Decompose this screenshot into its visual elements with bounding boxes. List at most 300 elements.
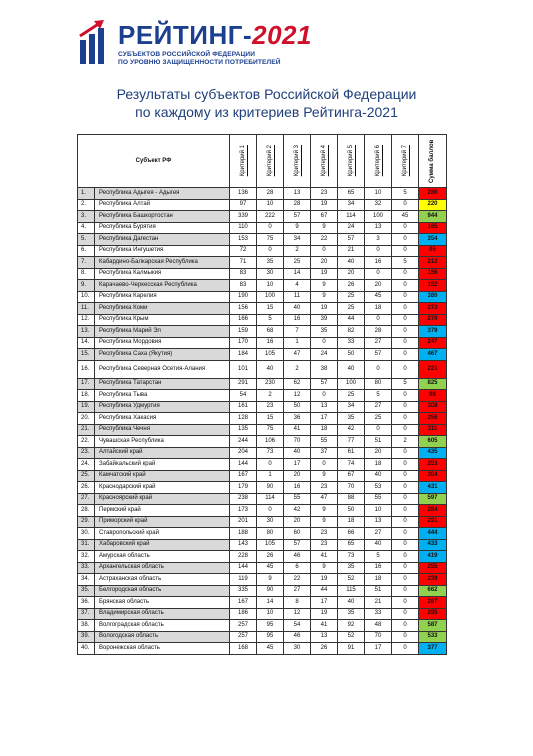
row-number: 18. <box>78 390 95 402</box>
table-row <box>78 493 447 505</box>
row-number: 30. <box>78 528 95 540</box>
criterion-7-value: 0 <box>392 482 419 494</box>
criterion-2-value: 90 <box>257 482 284 494</box>
criterion-7-value: 0 <box>392 222 419 234</box>
criterion-7-value: 0 <box>392 413 419 425</box>
criterion-5-value: 34 <box>338 199 365 211</box>
criterion-4-value: 55 <box>311 436 338 448</box>
table-row <box>78 413 447 425</box>
criterion-2-value: 80 <box>257 528 284 540</box>
criterion-2-value: 14 <box>257 597 284 609</box>
subject-name: Республика Дагестан <box>95 234 230 246</box>
criterion-2-value: 45 <box>257 643 284 655</box>
table-row <box>78 436 447 448</box>
criterion-5-value: 73 <box>338 551 365 563</box>
criterion-5-value: 50 <box>338 349 365 361</box>
criterion-4-value: 9 <box>311 516 338 528</box>
row-number: 36. <box>78 597 95 609</box>
criterion-2-value: 0 <box>257 222 284 234</box>
criterion-4-value: 38 <box>311 360 338 378</box>
criterion-5-value: 50 <box>338 505 365 517</box>
criterion-2-value: 30 <box>257 268 284 280</box>
row-number: 39. <box>78 631 95 643</box>
row-number: 6. <box>78 245 95 257</box>
row-number: 10. <box>78 291 95 303</box>
table-row <box>78 424 447 436</box>
criterion-3-value: 12 <box>284 608 311 620</box>
total-score: 587 <box>419 620 447 632</box>
criterion-6-value: 48 <box>365 620 392 632</box>
criterion-7-value: 0 <box>392 245 419 257</box>
criterion-7-value: 0 <box>392 199 419 211</box>
criterion-7-value: 45 <box>392 211 419 223</box>
total-score: 253 <box>419 459 447 471</box>
criterion-1-value: 238 <box>230 493 257 505</box>
criterion-1-value: 110 <box>230 222 257 234</box>
criterion-5-value: 77 <box>338 436 365 448</box>
criterion-2-value: 95 <box>257 631 284 643</box>
criterion-7-value: 2 <box>392 436 419 448</box>
subject-name: Волгоградская область <box>95 620 230 632</box>
criterion-2-value: 0 <box>257 459 284 471</box>
table-row <box>78 574 447 586</box>
criterion-7-value: 5 <box>392 188 419 200</box>
criterion-2-value: 45 <box>257 562 284 574</box>
criterion-7-value: 5 <box>392 378 419 390</box>
criterion-3-value: 41 <box>284 424 311 436</box>
criterion-6-value: 13 <box>365 516 392 528</box>
criterion-2-value: 105 <box>257 539 284 551</box>
criterion-5-value: 40 <box>338 257 365 269</box>
subject-name: Республика Карелия <box>95 291 230 303</box>
row-number: 25. <box>78 470 95 482</box>
total-score: 311 <box>419 424 447 436</box>
criterion-2-value: 90 <box>257 585 284 597</box>
criterion-4-value: 17 <box>311 413 338 425</box>
table-row <box>78 211 447 223</box>
criterion-4-value: 18 <box>311 424 338 436</box>
criterion-3-value: 34 <box>284 234 311 246</box>
subject-name: Ставропольский край <box>95 528 230 540</box>
criterion-3-value: 22 <box>284 574 311 586</box>
total-score: 419 <box>419 551 447 563</box>
criterion-1-value: 161 <box>230 401 257 413</box>
subject-name: Красноярский край <box>95 493 230 505</box>
criterion-4-value: 13 <box>311 631 338 643</box>
criterion-6-value: 33 <box>365 608 392 620</box>
criterion-3-value: 57 <box>284 211 311 223</box>
row-number: 21. <box>78 424 95 436</box>
table-row <box>78 314 447 326</box>
row-number: 27. <box>78 493 95 505</box>
criterion-3-value: 46 <box>284 631 311 643</box>
criterion-1-value: 136 <box>230 188 257 200</box>
criterion-4-value: 67 <box>311 211 338 223</box>
criterion-3-value: 20 <box>284 470 311 482</box>
table-row <box>78 222 447 234</box>
table-row <box>78 245 447 257</box>
criterion-4-value: 23 <box>311 539 338 551</box>
header-criterion-1: Критерий 1 <box>230 135 257 188</box>
criterion-5-value: 20 <box>338 268 365 280</box>
criterion-7-value: 0 <box>392 539 419 551</box>
criterion-6-value: 53 <box>365 482 392 494</box>
criterion-6-value: 0 <box>365 314 392 326</box>
row-number: 17. <box>78 378 95 390</box>
criterion-3-value: 4 <box>284 280 311 292</box>
criterion-1-value: 201 <box>230 516 257 528</box>
criterion-7-value: 0 <box>392 493 419 505</box>
total-score: 273 <box>419 303 447 315</box>
criterion-7-value: 0 <box>392 337 419 349</box>
criterion-5-value: 66 <box>338 528 365 540</box>
total-score: 291 <box>419 516 447 528</box>
subject-name: Республика Тыва <box>95 390 230 402</box>
results-table <box>77 134 447 655</box>
criterion-6-value: 13 <box>365 222 392 234</box>
criterion-5-value: 88 <box>338 493 365 505</box>
table-row <box>78 597 447 609</box>
subject-name: Республика Бурятия <box>95 222 230 234</box>
subject-name: Республика Марий Эл <box>95 326 230 338</box>
row-number: 11. <box>78 303 95 315</box>
total-score: 280 <box>419 188 447 200</box>
total-score: 354 <box>419 234 447 246</box>
header-total: Сумма баллов <box>419 135 447 188</box>
criterion-3-value: 50 <box>284 401 311 413</box>
criterion-1-value: 167 <box>230 470 257 482</box>
criterion-1-value: 54 <box>230 390 257 402</box>
criterion-6-value: 10 <box>365 188 392 200</box>
subject-name: Республика Северная Осетия-Алания <box>95 360 230 378</box>
criterion-5-value: 35 <box>338 608 365 620</box>
subject-name: Республика Башкортостан <box>95 211 230 223</box>
criterion-7-value: 0 <box>392 516 419 528</box>
table-header <box>78 135 447 188</box>
table-row <box>78 378 447 390</box>
criterion-2-value: 5 <box>257 314 284 326</box>
criterion-2-value: 10 <box>257 608 284 620</box>
logo-subtitle-1: СУБЪЕКТОВ РОССИЙСКОЙ ФЕДЕРАЦИИ <box>118 51 256 58</box>
criterion-3-value: 40 <box>284 447 311 459</box>
criterion-2-value: 75 <box>257 234 284 246</box>
subject-name: Воронежская область <box>95 643 230 655</box>
criterion-6-value: 20 <box>365 280 392 292</box>
logo-subtitle-2: ПО УРОВНЮ ЗАЩИЩЕННОСТИ ПОТРЕБИТЕЛЕЙ <box>118 59 281 66</box>
row-number: 1. <box>78 188 95 200</box>
criterion-5-value: 52 <box>338 574 365 586</box>
criterion-5-value: 67 <box>338 470 365 482</box>
criterion-6-value: 10 <box>365 505 392 517</box>
criterion-3-value: 57 <box>284 539 311 551</box>
criterion-5-value: 70 <box>338 482 365 494</box>
criterion-6-value: 18 <box>365 574 392 586</box>
criterion-4-value: 23 <box>311 188 338 200</box>
row-number: 12. <box>78 314 95 326</box>
total-score: 212 <box>419 257 447 269</box>
criterion-7-value: 0 <box>392 505 419 517</box>
subject-name: Алтайский край <box>95 447 230 459</box>
criterion-3-value: 1 <box>284 337 311 349</box>
table-body <box>78 188 447 655</box>
total-score: 220 <box>419 199 447 211</box>
criterion-2-value: 105 <box>257 349 284 361</box>
criterion-2-value: 95 <box>257 620 284 632</box>
total-score: 308 <box>419 401 447 413</box>
criterion-6-value: 5 <box>365 551 392 563</box>
criterion-4-value: 19 <box>311 268 338 280</box>
total-score: 152 <box>419 280 447 292</box>
criterion-1-value: 159 <box>230 326 257 338</box>
criterion-1-value: 244 <box>230 436 257 448</box>
criterion-1-value: 339 <box>230 211 257 223</box>
criterion-6-value: 16 <box>365 257 392 269</box>
row-number: 4. <box>78 222 95 234</box>
criterion-7-value: 0 <box>392 585 419 597</box>
table-row <box>78 268 447 280</box>
criterion-5-value: 18 <box>338 516 365 528</box>
criterion-3-value: 36 <box>284 413 311 425</box>
criterion-3-value: 16 <box>284 314 311 326</box>
criterion-4-value: 17 <box>311 597 338 609</box>
criterion-3-value: 8 <box>284 597 311 609</box>
bar-chart-arrow-icon <box>78 18 114 66</box>
row-number: 15. <box>78 349 95 361</box>
table-row <box>78 360 447 378</box>
criterion-1-value: 128 <box>230 413 257 425</box>
criterion-3-value: 55 <box>284 493 311 505</box>
criterion-2-value: 230 <box>257 378 284 390</box>
total-score: 467 <box>419 349 447 361</box>
criterion-7-value: 0 <box>392 551 419 563</box>
header-criterion-6: Критерий 6 <box>365 135 392 188</box>
criterion-5-value: 92 <box>338 620 365 632</box>
header-criterion-7: Критерий 7 <box>392 135 419 188</box>
criterion-6-value: 51 <box>365 585 392 597</box>
criterion-2-value: 26 <box>257 551 284 563</box>
criterion-1-value: 144 <box>230 562 257 574</box>
criterion-7-value: 0 <box>392 459 419 471</box>
criterion-4-value: 19 <box>311 608 338 620</box>
criterion-4-value: 9 <box>311 562 338 574</box>
criterion-4-value: 37 <box>311 447 338 459</box>
table-row <box>78 608 447 620</box>
criterion-5-value: 21 <box>338 245 365 257</box>
criterion-5-value: 74 <box>338 459 365 471</box>
criterion-3-value: 13 <box>284 188 311 200</box>
criterion-2-value: 2 <box>257 390 284 402</box>
criterion-6-value: 40 <box>365 470 392 482</box>
criterion-1-value: 101 <box>230 360 257 378</box>
subject-name: Пермский край <box>95 505 230 517</box>
criterion-5-value: 40 <box>338 360 365 378</box>
criterion-4-value: 26 <box>311 643 338 655</box>
criterion-6-value: 45 <box>365 291 392 303</box>
criterion-3-value: 40 <box>284 303 311 315</box>
criterion-1-value: 97 <box>230 199 257 211</box>
criterion-4-value: 23 <box>311 482 338 494</box>
criterion-1-value: 72 <box>230 245 257 257</box>
criterion-6-value: 0 <box>365 360 392 378</box>
subject-name: Республика Ингушетия <box>95 245 230 257</box>
subject-name: Краснодарский край <box>95 482 230 494</box>
criterion-2-value: 15 <box>257 413 284 425</box>
criterion-1-value: 153 <box>230 234 257 246</box>
criterion-6-value: 32 <box>365 199 392 211</box>
subject-name: Республика Крым <box>95 314 230 326</box>
criterion-3-value: 14 <box>284 268 311 280</box>
criterion-6-value: 80 <box>365 378 392 390</box>
criterion-3-value: 42 <box>284 505 311 517</box>
table-row <box>78 643 447 655</box>
criterion-1-value: 166 <box>230 314 257 326</box>
criterion-2-value: 9 <box>257 574 284 586</box>
criterion-6-value: 51 <box>365 436 392 448</box>
table-row <box>78 337 447 349</box>
criterion-1-value: 170 <box>230 337 257 349</box>
criterion-6-value: 16 <box>365 562 392 574</box>
table-row <box>78 291 447 303</box>
criterion-2-value: 222 <box>257 211 284 223</box>
subject-name: Кабардино-Балкарская Республика <box>95 257 230 269</box>
criterion-2-value: 10 <box>257 199 284 211</box>
criterion-1-value: 168 <box>230 643 257 655</box>
criterion-3-value: 9 <box>284 222 311 234</box>
criterion-5-value: 65 <box>338 539 365 551</box>
criterion-2-value: 1 <box>257 470 284 482</box>
total-score: 379 <box>419 326 447 338</box>
criterion-1-value: 204 <box>230 447 257 459</box>
total-score: 284 <box>419 505 447 517</box>
criterion-6-value: 18 <box>365 303 392 315</box>
table-row <box>78 326 447 338</box>
criterion-6-value: 27 <box>365 401 392 413</box>
criterion-4-value: 39 <box>311 314 338 326</box>
total-score: 431 <box>419 482 447 494</box>
criterion-7-value: 0 <box>392 360 419 378</box>
table-row <box>78 234 447 246</box>
header-criterion-5: Критерий 5 <box>338 135 365 188</box>
subject-name: Амурская область <box>95 551 230 563</box>
total-score: 380 <box>419 291 447 303</box>
row-number: 20. <box>78 413 95 425</box>
criterion-7-value: 0 <box>392 631 419 643</box>
criterion-4-value: 19 <box>311 199 338 211</box>
total-score: 944 <box>419 211 447 223</box>
criterion-1-value: 291 <box>230 378 257 390</box>
criterion-2-value: 0 <box>257 505 284 517</box>
criterion-1-value: 143 <box>230 539 257 551</box>
criterion-1-value: 186 <box>230 608 257 620</box>
table-row <box>78 199 447 211</box>
criterion-7-value: 0 <box>392 291 419 303</box>
criterion-6-value: 27 <box>365 528 392 540</box>
criterion-7-value: 0 <box>392 268 419 280</box>
criterion-2-value: 23 <box>257 401 284 413</box>
criterion-7-value: 0 <box>392 303 419 315</box>
criterion-6-value: 25 <box>365 413 392 425</box>
criterion-3-value: 16 <box>284 482 311 494</box>
criterion-3-value: 47 <box>284 349 311 361</box>
total-score: 597 <box>419 493 447 505</box>
table-row <box>78 482 447 494</box>
criterion-2-value: 16 <box>257 337 284 349</box>
criterion-2-value: 106 <box>257 436 284 448</box>
criterion-6-value: 21 <box>365 597 392 609</box>
row-number: 22. <box>78 436 95 448</box>
total-score: 662 <box>419 585 447 597</box>
subject-name: Брянская область <box>95 597 230 609</box>
total-score: 221 <box>419 360 447 378</box>
criterion-4-value: 9 <box>311 291 338 303</box>
row-number: 37. <box>78 608 95 620</box>
criterion-5-value: 57 <box>338 234 365 246</box>
criterion-6-value: 3 <box>365 234 392 246</box>
subject-name: Приморский край <box>95 516 230 528</box>
criterion-6-value: 0 <box>365 268 392 280</box>
criterion-3-value: 6 <box>284 562 311 574</box>
row-number: 5. <box>78 234 95 246</box>
criterion-3-value: 30 <box>284 643 311 655</box>
total-score: 270 <box>419 314 447 326</box>
total-score: 255 <box>419 562 447 574</box>
criterion-3-value: 54 <box>284 620 311 632</box>
total-score: 256 <box>419 413 447 425</box>
criterion-1-value: 71 <box>230 257 257 269</box>
subject-name: Архангельская область <box>95 562 230 574</box>
total-score: 433 <box>419 539 447 551</box>
criterion-6-value: 17 <box>365 643 392 655</box>
criterion-7-value: 0 <box>392 424 419 436</box>
criterion-1-value: 119 <box>230 574 257 586</box>
criterion-5-value: 25 <box>338 390 365 402</box>
criterion-2-value: 40 <box>257 360 284 378</box>
total-score: 267 <box>419 597 447 609</box>
criterion-5-value: 33 <box>338 337 365 349</box>
table-row <box>78 303 447 315</box>
row-number: 7. <box>78 257 95 269</box>
criterion-4-value: 0 <box>311 390 338 402</box>
criterion-7-value: 0 <box>392 597 419 609</box>
row-number: 13. <box>78 326 95 338</box>
criterion-5-value: 26 <box>338 280 365 292</box>
criterion-6-value: 20 <box>365 447 392 459</box>
total-score: 239 <box>419 574 447 586</box>
criterion-7-value: 0 <box>392 326 419 338</box>
criterion-2-value: 35 <box>257 257 284 269</box>
subject-name: Республика Удмуртия <box>95 401 230 413</box>
table-row <box>78 539 447 551</box>
table-row <box>78 631 447 643</box>
criterion-6-value: 5 <box>365 390 392 402</box>
criterion-7-value: 5 <box>392 257 419 269</box>
criterion-4-value: 41 <box>311 551 338 563</box>
criterion-3-value: 70 <box>284 436 311 448</box>
subject-name: Республика Алтай <box>95 199 230 211</box>
criterion-6-value: 18 <box>365 459 392 471</box>
criterion-7-value: 0 <box>392 528 419 540</box>
table-row <box>78 390 447 402</box>
criterion-5-value: 61 <box>338 447 365 459</box>
total-score: 166 <box>419 268 447 280</box>
row-number: 24. <box>78 459 95 471</box>
criterion-1-value: 257 <box>230 620 257 632</box>
criterion-5-value: 40 <box>338 597 365 609</box>
criterion-4-value: 19 <box>311 303 338 315</box>
total-score: 825 <box>419 378 447 390</box>
criterion-4-value: 0 <box>311 245 338 257</box>
criterion-4-value: 35 <box>311 326 338 338</box>
